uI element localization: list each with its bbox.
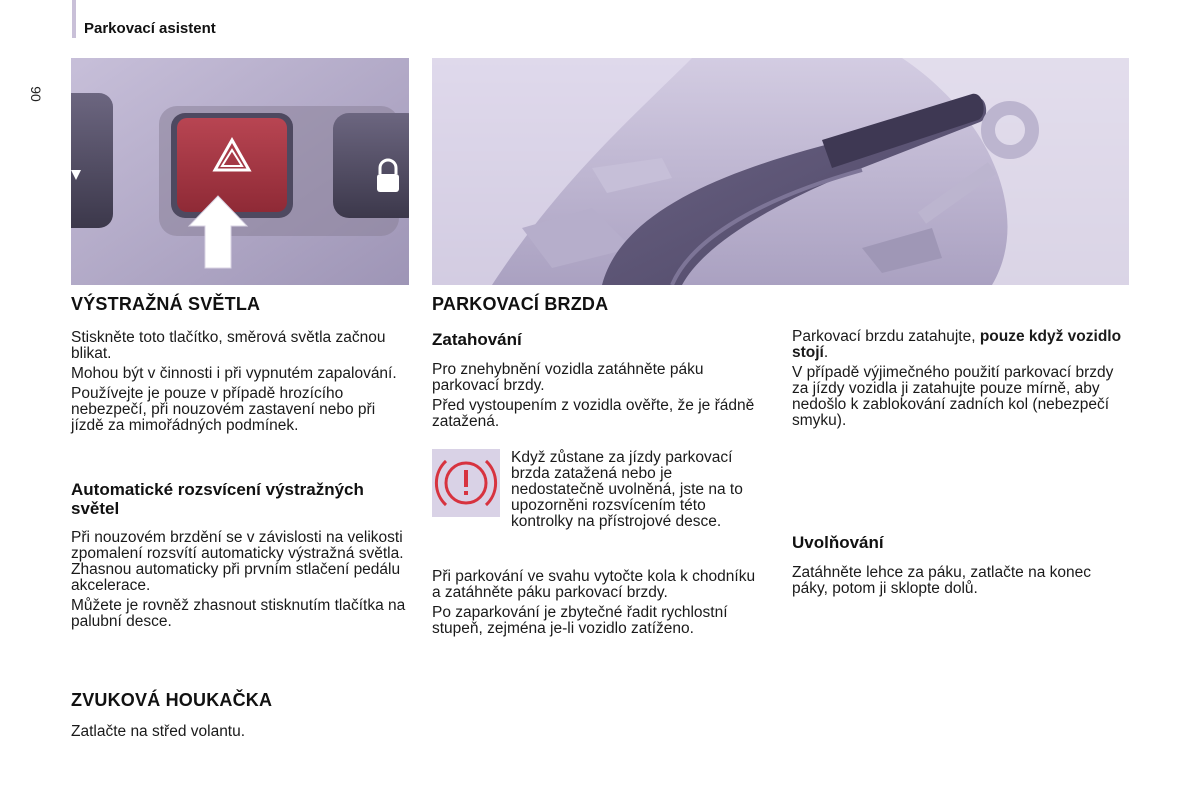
right-column-text (792, 329, 1122, 433)
paragraph (792, 329, 1122, 361)
sidebar-accent-bar (72, 0, 76, 38)
paragraph: Stiskněte toto tlačítko, směrová světla začnou blikat. (71, 329, 386, 362)
paragraph: Mohou být v činnosti i při vypnutém zapalování. (71, 365, 397, 382)
paragraph: Při nouzovém brzdění se v závislosti na velikosti zpomalení rozsvítí automaticky výstražná světla. Zhasnou automaticky při prvním stlačení pedálu akcelerace. (71, 529, 404, 594)
paragraph: Před vystoupením z vozidla ověřte, že je řádně zatažená. (432, 397, 755, 430)
subtitle-releasing: Uvolňování (792, 533, 884, 552)
text-span: Parkovací brzdu zatahujte, (792, 328, 980, 345)
page-number: 90 (27, 86, 44, 102)
paragraph: Používejte je pouze v případě hrozícího nebezpečí, při nouzovém zastavení nebo při jízdě za mimořádných podmínek. (71, 385, 376, 434)
automatic-lights-text (71, 530, 411, 634)
paragraph: Při parkování ve svahu vytočte kola k chodníku a zatáhněte páku parkovací brzdy. (432, 568, 756, 601)
parking-text (432, 569, 767, 641)
section-title-hazard-lights: VÝSTRAŽNÁ SVĚTLA (71, 294, 261, 314)
hazard-button-illustration (71, 58, 409, 285)
brake-warning-icon (432, 449, 500, 517)
section-title-parking-brake: PARKOVACÍ BRZDA (432, 294, 609, 314)
paragraph: Pro znehybnění vozidla zatáhněte páku parkovací brzdy. (432, 361, 704, 394)
lock-button (333, 113, 409, 218)
releasing-text: Zatáhněte lehce za páku, zatlačte na konec páky, potom ji sklopte dolů. (792, 564, 1092, 597)
paragraph: Můžete je rovněž zhasnout stisknutím tlačítka na palubní desce. (71, 597, 406, 630)
hazard-lights-text (71, 330, 401, 438)
paragraph: V případě výjimečného použití parkovací brzdy za jízdy vozidla ji zatahujte pouze mírně, aby nedošlo k zablokování zadních kol (nebezpečí smyku). (792, 364, 1114, 429)
subsection-title-automatic: Automatické rozsvícení výstražných světel (71, 480, 364, 518)
bold-text: pouze když vozidlo stojí (792, 328, 1122, 361)
parking-brake-illustration (432, 58, 1129, 285)
brake-warning-text: Když zůstane za jízdy parkovací brzda zatažená nebo je nedostatečně uvolněná, jste na to upozorněni rozsvícením této kontrolky na přístrojové desce. (511, 449, 743, 530)
page-header-title: Parkovací asistent (84, 20, 216, 37)
applying-text (432, 362, 762, 434)
paragraph: Po zaparkování je zbytečné řadit rychlostní stupeň, zejména je-li vozidlo zatíženo. (432, 604, 728, 637)
subtitle-applying: Zatahování (432, 330, 522, 349)
text-span: . (823, 344, 829, 361)
section-title-horn: ZVUKOVÁ HOUKAČKA (71, 690, 273, 710)
horn-text: Zatlačte na střed volantu. (71, 723, 246, 740)
brake-warning-box (432, 449, 500, 517)
